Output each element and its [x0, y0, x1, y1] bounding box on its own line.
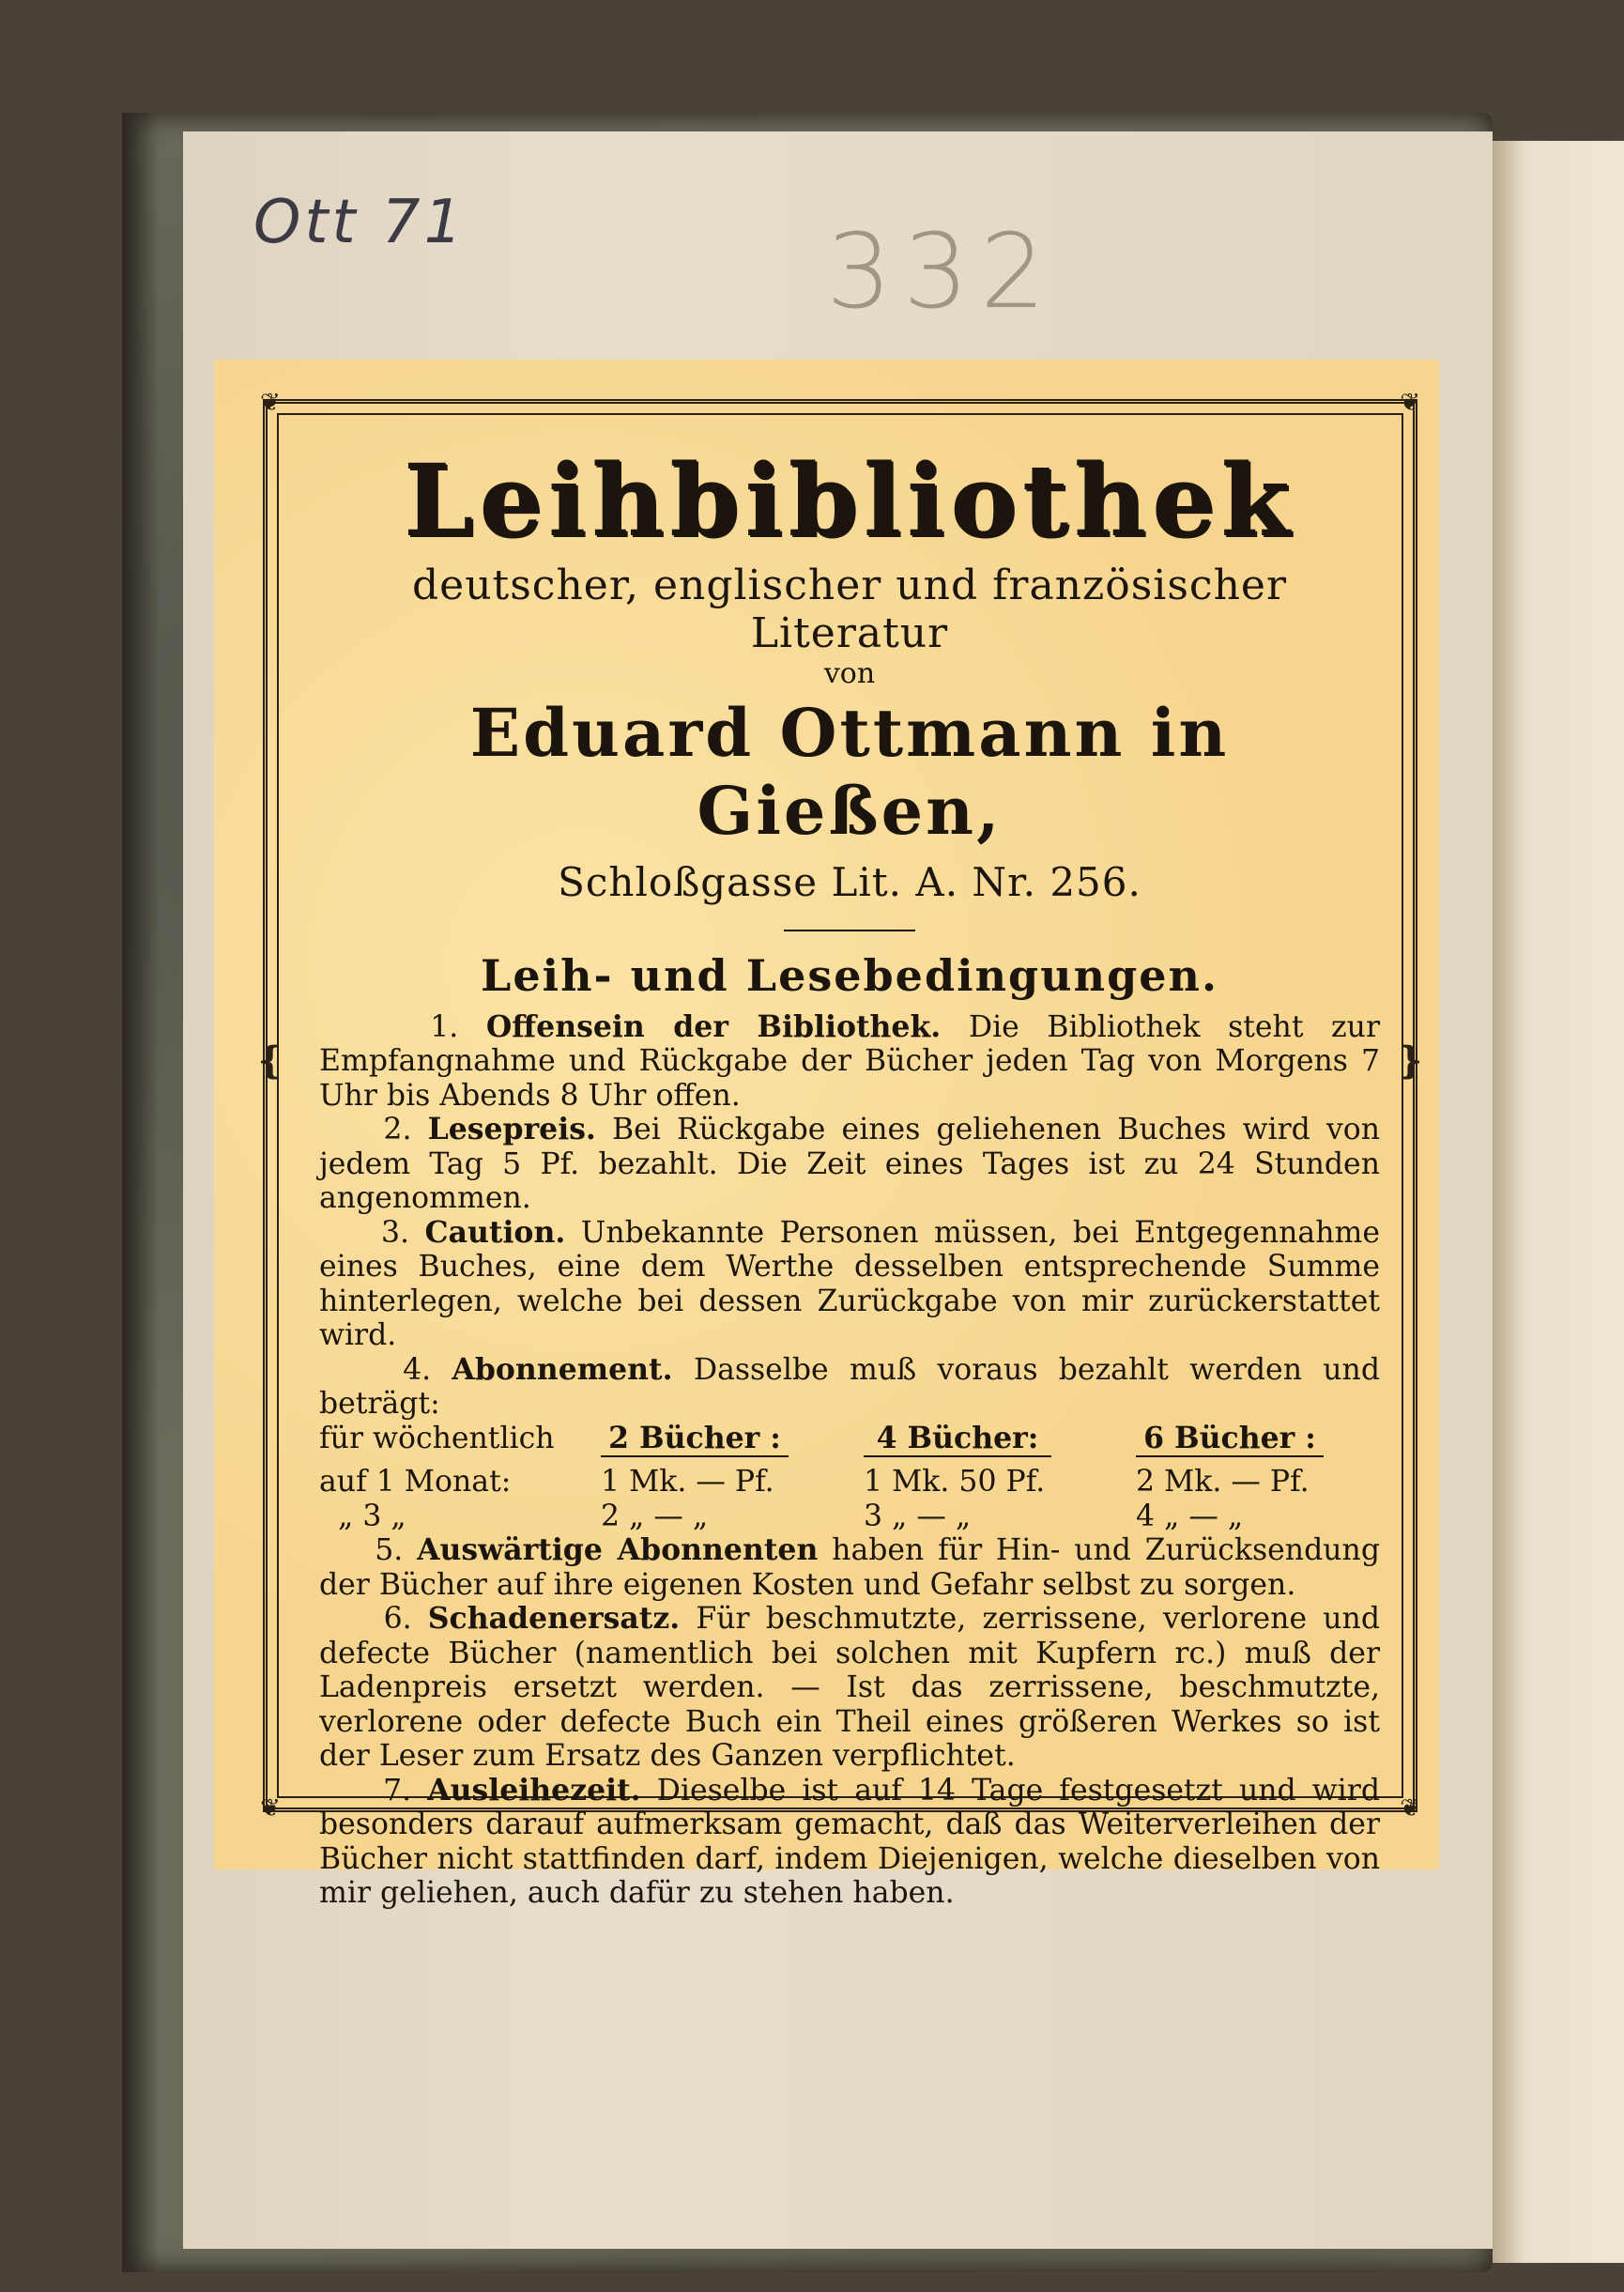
fee-cell: 2 Mk. — Pf.: [1136, 1465, 1310, 1500]
paragraph-heading: Auswärtige Abonnenten: [417, 1532, 819, 1568]
paragraph-heading: Schadenersatz.: [427, 1601, 681, 1637]
fee-cell: 1 Mk. — Pf.: [601, 1465, 774, 1500]
corner-ornament-icon: ❦: [1400, 389, 1420, 417]
owner-address: Schloßgasse Lit. A. Nr. 256.: [558, 858, 1141, 905]
side-ornament-icon: ❴: [254, 1039, 286, 1083]
paragraph-text: Bei Rückgabe eines geliehenen Buches wird von jedem Tag 5 Pf. bezahlt. Die Zeit eines Tages ist zu 24 Stunden angenommen.: [319, 1113, 1380, 1216]
paragraph-heading: Ausleihezeit.: [427, 1772, 641, 1807]
condition-paragraph: [319, 1216, 1380, 1353]
handwritten-number: 332: [826, 211, 1057, 331]
paragraph-text: Dasselbe muß voraus bezahlt werden und beträgt:: [319, 1352, 1380, 1422]
paragraph-number: 1.: [430, 1009, 459, 1044]
label-von: von: [823, 656, 876, 690]
fee-row: [319, 1465, 1380, 1500]
paragraph-heading: Offensein der Bibliothek.: [485, 1008, 942, 1044]
fee-header-row: [319, 1422, 1380, 1458]
paragraph-text: haben für Hin- und Zurücksendung der Bücher auf ihre eigenen Kosten und Gefahr selbst zu sorgen.: [319, 1533, 1380, 1602]
facing-page: [1493, 141, 1624, 2263]
fee-cell: 2 „ — „: [601, 1499, 709, 1533]
condition-paragraph: [319, 1353, 1380, 1422]
paragraph-number: 4.: [403, 1352, 432, 1387]
paragraph-number: 5.: [375, 1533, 404, 1568]
handwritten-shelf-mark: Ott 71: [253, 188, 467, 257]
paragraph-text: Dieselbe ist auf 14 Tage festgesetzt und wird besonders darauf aufmerksam gemacht, daß das Weiterverleihen der Bücher nicht stattfinden darf, indem Diejenigen, welche dieselben von mir geliehen, auch dafür zu stehen haben.: [319, 1773, 1380, 1911]
condition-paragraph: [319, 1113, 1380, 1216]
fee-row-label: auf 1 Monat:: [319, 1465, 512, 1500]
fee-cell: 4 „ — „: [1136, 1499, 1244, 1533]
condition-paragraph: [319, 1602, 1380, 1774]
fee-table: [319, 1422, 1380, 1534]
corner-ornament-icon: ❦: [1400, 1794, 1420, 1823]
paragraph-heading: Lesepreis.: [427, 1112, 596, 1147]
paragraph-number: 6.: [383, 1602, 412, 1637]
paragraph-number: 7.: [383, 1773, 412, 1807]
divider: [784, 930, 915, 931]
paragraph-number: 3.: [380, 1215, 410, 1250]
paragraph-text: Die Bibliothek steht zur Empfangnahme und Rückgabe der Bücher jeden Tag von Morgens 7 Uhr bis Abends 8 Uhr offen.: [319, 1009, 1381, 1113]
paragraph-text: Unbekannte Personen müssen, bei Entgegennahme eines Buches, eine dem Werthe desselben entsprechende Summe hinterlegen, welche bei dessen Zurückgabe von mir zurückerstattet wird.: [319, 1215, 1380, 1353]
corner-ornament-icon: ❦: [260, 389, 281, 417]
owner-name: Eduard Ottmann in Gießen,: [469, 693, 1230, 850]
fee-cell: 1 Mk. 50 Pf.: [864, 1465, 1046, 1500]
conditions-title: Leih- und Lesebedingungen.: [481, 949, 1218, 1001]
paragraph-heading: Caution.: [424, 1214, 566, 1250]
fee-column-header: 6 Bücher :: [1136, 1422, 1324, 1458]
fee-row-label: für wöchentlich: [319, 1421, 555, 1455]
condition-paragraph: [319, 1010, 1380, 1114]
fee-row-label: „ 3 „: [338, 1499, 406, 1533]
paragraph-text: Für beschmutzte, zerrissene, verlorene und defecte Bücher (namentlich bei solchen mit Kupfern rc.) muß der Ladenpreis ersetzt werden. — Ist das zerrissene, beschmutzte, verlorene oder defecte Buch ein Theil eines größeren Werkes so ist der Leser zum Ersatz des Ganzen verpflichtet.: [319, 1602, 1380, 1774]
paragraph-heading: Abonnement.: [452, 1351, 673, 1387]
condition-paragraph: [319, 1774, 1380, 1911]
fee-column-header: 2 Bücher :: [601, 1422, 789, 1458]
fee-cell: 3 „ — „: [864, 1499, 972, 1533]
corner-ornament-icon: ❦: [260, 1794, 281, 1823]
paragraph-number: 2.: [383, 1113, 412, 1147]
label-subtitle: deutscher, englischer und französischer Literatur: [412, 561, 1287, 657]
side-ornament-icon: ❵: [1394, 1039, 1426, 1083]
condition-paragraph: [319, 1533, 1380, 1602]
fee-row: [319, 1500, 1380, 1534]
label-title: Leihbibliothek: [404, 441, 1295, 559]
spine-edge: [122, 113, 160, 2272]
label-content: [319, 441, 1381, 1911]
fee-column-header: 4 Bücher:: [864, 1422, 1051, 1458]
